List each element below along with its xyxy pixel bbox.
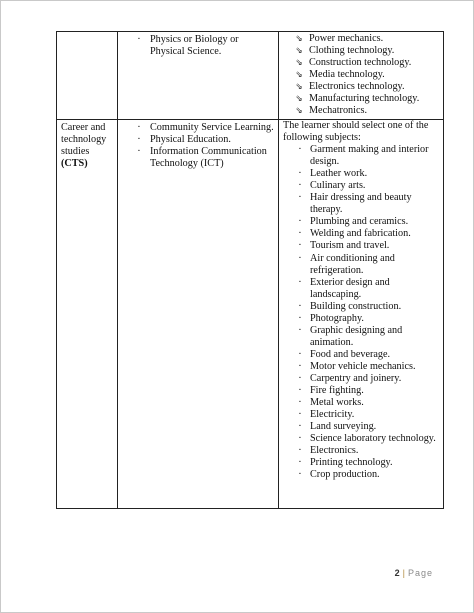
list-item <box>298 252 439 277</box>
list-item <box>298 445 439 457</box>
list-item <box>298 348 439 361</box>
list-item <box>298 276 439 301</box>
list-item-text: Building construction. <box>310 300 402 312</box>
arrow-bullet-icon: ⇘ <box>295 94 303 105</box>
list-item-text: Exterior design and landscaping. <box>310 276 390 300</box>
list-item <box>298 240 439 252</box>
list-item-text: Graphic designing and animation. <box>310 324 403 348</box>
list-item <box>293 33 439 45</box>
bullet-dot-icon: · <box>298 360 302 372</box>
list-item-text: Hair dressing and beauty therapy. <box>310 192 412 216</box>
compulsory-subjects-cell <box>118 120 279 509</box>
footer-separator: | <box>402 568 405 578</box>
arrow-bullet-icon: ⇘ <box>295 46 303 57</box>
bullet-dot-icon: · <box>298 372 302 384</box>
list-item <box>137 122 274 134</box>
list-item-text: Garment making and interior design. <box>310 144 429 168</box>
bullet-dot-icon: · <box>298 469 302 481</box>
bullet-dot-icon: · <box>298 192 302 204</box>
category-cell <box>57 32 118 120</box>
list-item-text: Crop production. <box>310 469 380 481</box>
arrow-bullet-icon: ⇘ <box>295 82 303 93</box>
list-item <box>298 360 439 373</box>
list-item <box>298 457 439 469</box>
bullet-dot-icon: · <box>137 122 141 133</box>
list-item-text: Carpentry and joinery. <box>310 372 402 384</box>
bullet-dot-icon: · <box>137 146 141 158</box>
list-item-text: Construction technology. <box>309 57 412 69</box>
list-item-text: Clothing technology. <box>309 45 395 57</box>
list-item-text: Plumbing and ceramics. <box>310 216 409 228</box>
bullet-dot-icon: · <box>298 457 302 469</box>
bullet-dot-icon: · <box>298 421 302 433</box>
subjects-table <box>56 31 444 509</box>
optional-subjects-cell <box>279 120 444 509</box>
list-item-text: Physical Education. <box>150 134 231 146</box>
selection-instruction: The learner should select one of the following subjects: <box>283 120 429 144</box>
list-item <box>298 372 439 385</box>
arrow-bullet-icon: ⇘ <box>295 34 303 44</box>
list-item-text: Land surveying. <box>310 421 377 433</box>
list-item <box>293 105 439 117</box>
list-item <box>293 45 439 57</box>
list-item-text: Tourism and travel. <box>310 240 390 252</box>
list-item-text: Community Service Learning. <box>150 122 274 133</box>
bullet-dot-icon: · <box>137 34 141 45</box>
page-number: 2 <box>394 568 400 578</box>
list-item-text: Fire fighting. <box>310 385 364 397</box>
list-item-text: Power mechanics. <box>309 33 384 44</box>
list-item-text: Media technology. <box>309 69 385 81</box>
list-item <box>298 409 439 421</box>
bullet-dot-icon: · <box>298 228 302 240</box>
bullet-dot-icon: · <box>137 134 141 146</box>
list-item <box>298 228 439 240</box>
table-row <box>57 120 444 509</box>
bullet-dot-icon: · <box>298 168 302 180</box>
compulsory-subjects-cell <box>118 32 279 120</box>
list-item <box>137 34 274 58</box>
bullet-dot-icon: · <box>298 144 302 156</box>
list-item-text: Electricity. <box>310 409 355 421</box>
list-item-text: Electronics. <box>310 445 359 457</box>
list-item <box>298 433 439 445</box>
list-item <box>298 469 439 481</box>
list-item <box>298 312 439 325</box>
list-item <box>298 421 439 433</box>
optional-subject-list <box>279 144 443 481</box>
bullet-dot-icon: · <box>298 312 302 324</box>
category-label <box>57 120 117 170</box>
list-item-text: Culinary arts. <box>310 180 366 192</box>
list-item-text: Food and beverage. <box>310 348 391 360</box>
bullet-dot-icon: · <box>298 397 302 409</box>
category-name: Career and technology studies <box>61 122 107 158</box>
compulsory-subject-list <box>118 120 278 170</box>
bullet-dot-icon: · <box>298 324 302 336</box>
list-item <box>293 69 439 81</box>
list-item <box>298 168 439 180</box>
category-label <box>57 32 117 34</box>
bullet-dot-icon: · <box>298 216 302 228</box>
bullet-dot-icon: · <box>298 348 302 360</box>
list-item-text: Metal works. <box>310 397 364 409</box>
list-item-text: Motor vehicle mechanics. <box>310 360 416 372</box>
arrow-bullet-icon: ⇘ <box>295 58 303 69</box>
list-item-text: Physics or Biology or Physical Science. <box>150 34 239 58</box>
bullet-dot-icon: · <box>298 252 302 264</box>
list-item <box>298 397 439 409</box>
compulsory-subject-list <box>118 32 278 58</box>
list-item-text: Photography. <box>310 312 364 324</box>
bullet-dot-icon: · <box>298 433 302 445</box>
bullet-dot-icon: · <box>298 445 302 457</box>
bullet-dot-icon: · <box>298 180 302 192</box>
bullet-dot-icon: · <box>298 240 302 252</box>
list-item <box>293 93 439 105</box>
list-item-text: Air conditioning and refrigeration. <box>310 252 395 276</box>
page-footer <box>31 568 433 578</box>
arrow-bullet-icon: ⇘ <box>295 106 303 117</box>
category-cell <box>57 120 118 509</box>
optional-subjects-cell <box>279 32 444 120</box>
list-item <box>137 134 274 146</box>
list-item-text: Information Communication Technology (ICT) <box>150 146 267 170</box>
category-abbreviation: (CTS) <box>61 158 88 170</box>
list-item-text: Welding and fabrication. <box>310 228 411 240</box>
table-row <box>57 32 444 120</box>
list-item <box>298 144 439 168</box>
list-item <box>293 81 439 93</box>
list-item <box>137 146 274 170</box>
page-label: Page <box>407 568 433 578</box>
list-item-text: Printing technology. <box>310 457 393 469</box>
bullet-dot-icon: · <box>298 409 302 421</box>
optional-subject-list <box>279 32 443 117</box>
bullet-dot-icon: · <box>298 300 302 312</box>
list-item <box>298 216 439 228</box>
list-item-text: Electronics technology. <box>309 81 405 93</box>
list-item-text: Mechatronics. <box>309 105 367 117</box>
arrow-bullet-icon: ⇘ <box>295 70 303 81</box>
bullet-dot-icon: · <box>298 385 302 397</box>
list-item-text: Science laboratory technology. <box>310 433 436 445</box>
list-item-text: Manufacturing technology. <box>309 93 420 105</box>
bullet-dot-icon: · <box>298 276 302 288</box>
list-item <box>298 180 439 192</box>
list-item <box>293 57 439 69</box>
list-item <box>298 385 439 397</box>
list-item <box>298 192 439 216</box>
list-item <box>298 300 439 313</box>
list-item-text: Leather work. <box>310 168 368 180</box>
list-item <box>298 324 439 349</box>
